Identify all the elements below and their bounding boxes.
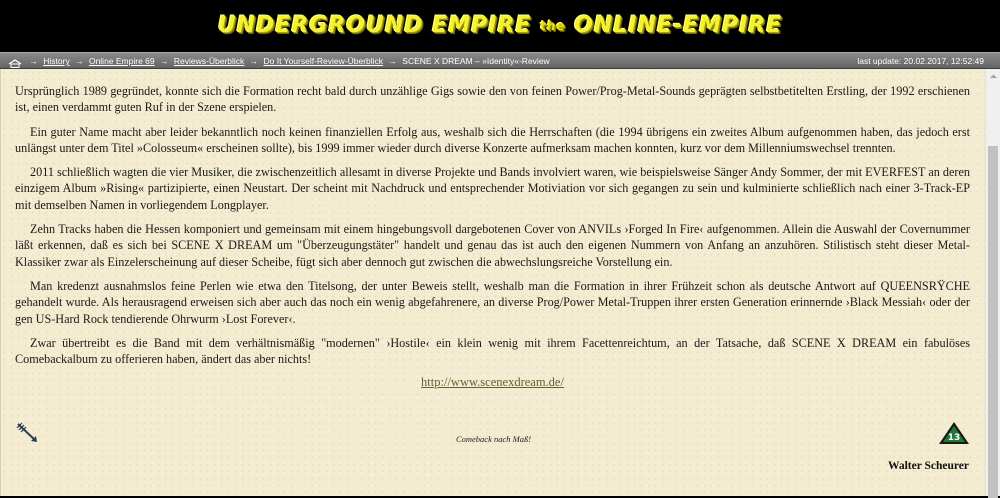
review-paragraph: Ursprünglich 1989 gegründet, konnte sich die Formation recht bald durch unzählige Gigs sowie den von feinen Power/Prog-Metal-Sounds geprägten selbstbetitelten Erstling, der 1992 erschienen ist, einen verdammt guten Ruf in der Szene erspielen. xyxy=(15,84,970,115)
badge-number: 13 xyxy=(947,433,961,443)
review-caption: Comeback nach Maß! xyxy=(455,434,532,444)
breadcrumb-arrow: → xyxy=(29,56,38,66)
next-triangle-icon[interactable] xyxy=(938,421,970,445)
review-paragraph: Man kredenzt ausnahmslos feine Perlen wie etwa den Titelsong, der unter Beweis stellt, weshalb man die Formation in ihrer Frühzeit schon als deutsche Antwort auf QUEENSRŸCHE gehandelt wurde. Als herausragend erweisen sich aber auch das noch ein wenig abgefahrenere, an diverse Prog/Power Metal-Truppen ihrer ersten Generation erinnernde ›Black Messiah‹ oder der gen US-Hard Rock tendierende Ohrwurm ›Lost Forever‹. xyxy=(15,278,970,326)
breadcrumb xyxy=(8,53,550,69)
scroll-up-icon[interactable] xyxy=(986,69,1000,84)
band-website-link[interactable]: http://www.scenexdream.de/ xyxy=(421,375,564,390)
review-paragraph: Ein guter Name macht aber leider bekanntlich noch keinen finanziellen Erfolg aus, weshalb sich die Herrschaften (die 1994 übrigens ein zweites Album aufgenommen haben, das jedoch erst unlängst unter dem Titel »Colosseum« erscheinen sollte), bis 1999 immer wieder durch diverse Konzerte aufmerksam machen konnten, kurz vor dem Millenniumswechsel trennten. xyxy=(15,124,970,155)
breadcrumb-arrow: → xyxy=(160,56,169,66)
review-text xyxy=(1,69,985,390)
breadcrumb-arrow: → xyxy=(75,56,84,66)
vertical-scrollbar[interactable] xyxy=(985,69,1000,496)
logo-separator: the xyxy=(540,19,566,33)
breadcrumb-current: SCENE X DREAM – »Identity«-Review xyxy=(402,56,550,66)
review-author: Walter Scheurer xyxy=(887,460,969,472)
scrollbar-thumb[interactable] xyxy=(988,146,998,498)
home-icon[interactable] xyxy=(8,57,22,66)
logo-right: ONLINE-EMPIRE xyxy=(574,13,783,38)
review-paragraph: 2011 schließlich wagten die vier Musiker, die zwischenzeitlich allesamt in diverse Projekte und Bands involviert waren, wie beispielsweise Sänger Andy Sommer, der mit EVERFEST an deren einzigem Album »Rising« partizipierte, einen Neustart. Der scheint mit Nachdruck und entsprechender Motiviation vor sich gegangen zu sein und kulminierte schließlich nach einer 3-Track-EP mit demselben Namen in vorliegendem Longplayer. xyxy=(15,165,970,212)
review-paragraph: Zehn Tracks haben die Hessen komponiert und gemeinsam mit einem hingebungsvoll dargebotenen Cover von ANVILs ›Forged In Fire‹ aufgenommen. Allein die Auswahl der Covernummer läßt erkennen, daß es sich bei SCENE X DREAM um "Überzeugungstäter" handelt und genau das ist auch den eigenen Nummern von Anfang an anzuhören. Stilistisch steht dieser Metal-Klassiker zwar als Einzelerscheinung auf dieser Scheibe, fügt sich aber dennoch gut zwischen die abwechslungsreiche Vorstellung ein. xyxy=(15,222,970,269)
review-paragraph: Zwar übertreibt es die Band mit dem verhältnismäßig "modernen" ›Hostile‹ ein klein wenig mit ihrem Facettenreichtum, an der Tatsache, daß SCENE X DREAM ein fabulöses Comebackalbum zu offerieren haben, ändert das aber nichts! xyxy=(15,335,970,367)
logo-left: UNDERGROUND EMPIRE xyxy=(217,13,532,38)
site-logo[interactable] xyxy=(0,2,1000,50)
breadcrumb-link-diy-reviews[interactable]: Do It Yourself-Review-Überblick xyxy=(263,56,384,66)
review-content xyxy=(0,69,985,496)
breadcrumb-arrow: → xyxy=(388,56,397,66)
breadcrumb-link-reviews[interactable]: Reviews-Überblick xyxy=(173,56,245,66)
breadcrumb-link-online-empire[interactable]: Online Empire 69 xyxy=(88,56,155,66)
band-link-line xyxy=(15,375,970,390)
site-banner xyxy=(0,0,1000,52)
breadcrumb-bar xyxy=(0,52,1000,69)
breadcrumb-link-history[interactable]: History xyxy=(43,56,70,66)
breadcrumb-arrow: → xyxy=(249,56,259,66)
last-update: last update: 20.02.2017, 12:52:49 xyxy=(857,56,984,66)
